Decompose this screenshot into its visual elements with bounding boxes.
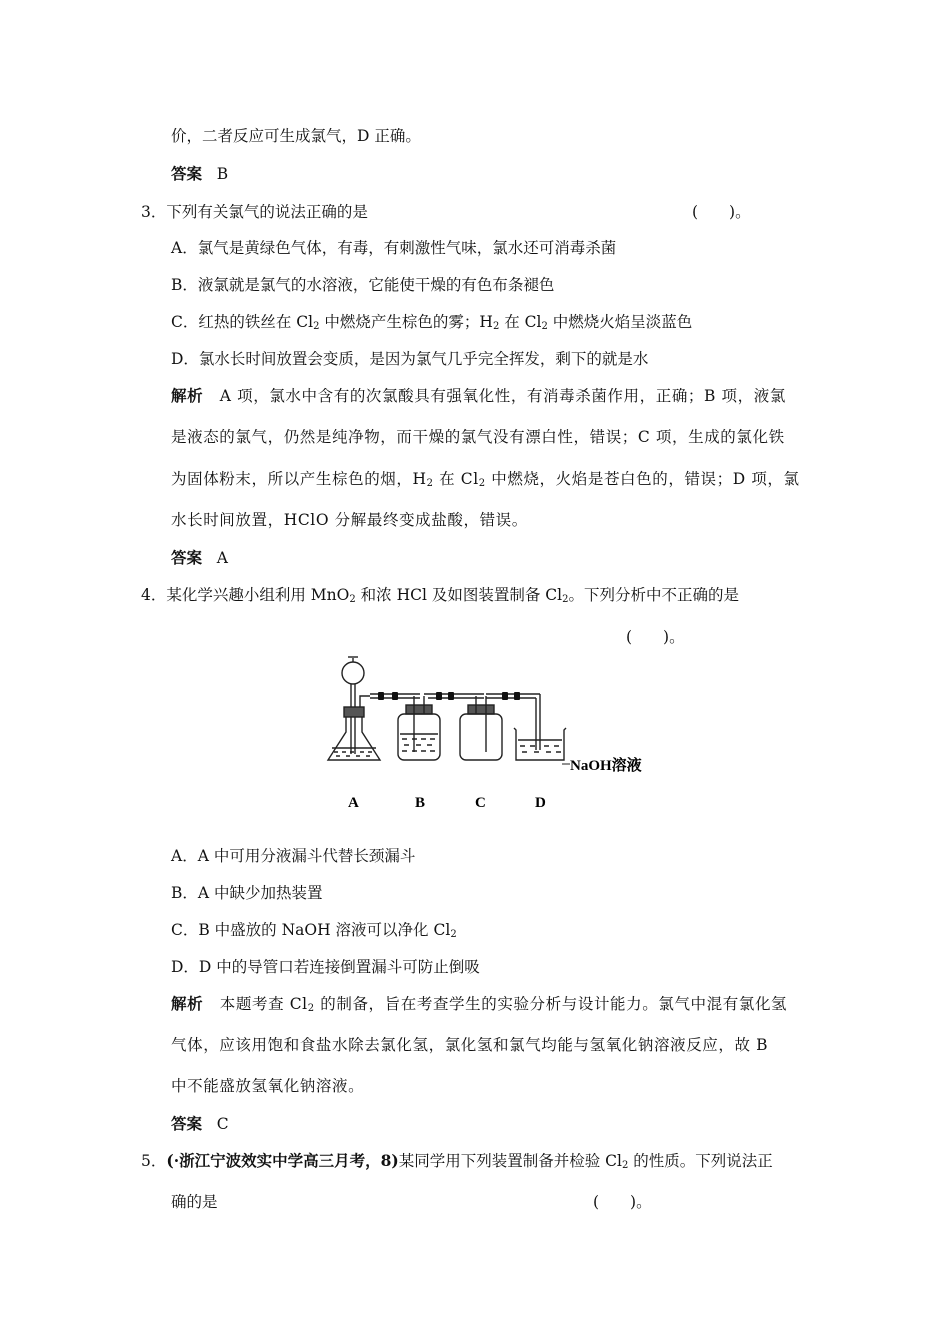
option-a: A．氯气是黄绿色气体，有毒，有刺激性气味，氯水还可消毒杀菌: [171, 239, 617, 257]
label-a: A: [348, 795, 359, 811]
apparatus-figure: [320, 652, 660, 812]
option-a: A．A 中可用分液漏斗代替长颈漏斗: [171, 847, 416, 865]
label-d: D: [535, 795, 546, 811]
text-line: 价，二者反应可生成氯气，D 正确。: [171, 127, 421, 145]
analysis-label: 解析: [171, 386, 204, 405]
analysis-line: 解析 本题考查 $Cl_2$ 的制备，旨在考查学生的实验分析与设计能力。氯气中混有氯化氢: [171, 994, 788, 1014]
option-d: D．D 中的导管口若连接倒置漏斗可防止倒吸: [171, 958, 480, 976]
option-b: B．A 中缺少加热装置: [171, 884, 323, 902]
analysis-line: 气体，应该用饱和食盐水除去氯化氢，氯化氢和氯气均能与氢氧化钠溶液反应，故 B: [171, 1036, 769, 1054]
question-source: (·浙江宁波效实中学高三月考，8): [166, 1151, 399, 1170]
analysis-line: 解析 A 项，氯水中含有的次氯酸具有强氧化性，有消毒杀菌作用，正确；B 项，液氯: [171, 386, 786, 405]
analysis-line: 为固体粉末，所以产生棕色的烟，$H_2$ 在 $Cl_2$ 中燃烧，火焰是苍白色的，错误；D 项，氯: [171, 470, 800, 489]
label-naoh: NaOH溶液: [570, 758, 642, 774]
question-text: 确的是: [171, 1193, 218, 1211]
answer-line: 答案 A: [171, 548, 228, 567]
answer-line: [171, 164, 228, 184]
question-4-stem: 4．某化学兴趣小组利用 MnO$_2$ 和浓 HCl 及如图装置制备 $Cl_2$。下列分析中不正确的是: [141, 586, 740, 605]
answer-paren: ( )。: [692, 203, 751, 221]
question-5-stem: 5．(·浙江宁波效实中学高三月考，8)某同学用下列装置制备并检验 $Cl_2$ 的性质。下列说法正: [141, 1151, 773, 1171]
option-b: B．液氯就是氯气的水溶液，它能使干燥的有色布条褪色: [171, 276, 555, 294]
question-text: 下列有关氯气的说法正确的是: [166, 203, 368, 221]
answer-paren: ( )。: [626, 628, 685, 646]
answer-label: 答案: [171, 164, 203, 183]
answer-line: 答案 C: [171, 1114, 229, 1133]
option-c: C．B 中盛放的 NaOH 溶液可以净化 $Cl_2$: [171, 921, 457, 940]
analysis-line: 是液态的氯气，仍然是纯净物，而干燥的氯气没有漂白性，错误；C 项，生成的氯化铁: [171, 428, 785, 446]
question-number: 3．: [141, 203, 167, 221]
question-3-stem: [141, 202, 368, 222]
option-c: C．红热的铁丝在 $Cl_2$ 中燃烧产生棕色的雾；$H_2$ 在 $Cl_2$ 中燃烧火焰呈淡蓝色: [171, 313, 693, 332]
option-d: D．氯水长时间放置会变质，是因为氯气几乎完全挥发，剩下的就是水: [171, 350, 649, 368]
analysis-line: 中不能盛放氢氧化钠溶液。: [171, 1077, 365, 1095]
analysis-line: 水长时间放置，HClO 分解最终变成盐酸，错误。: [171, 511, 528, 529]
label-c: C: [475, 795, 486, 811]
answer-paren: ( )。: [593, 1193, 652, 1211]
answer-value: B: [216, 165, 229, 183]
label-b: B: [415, 795, 426, 811]
